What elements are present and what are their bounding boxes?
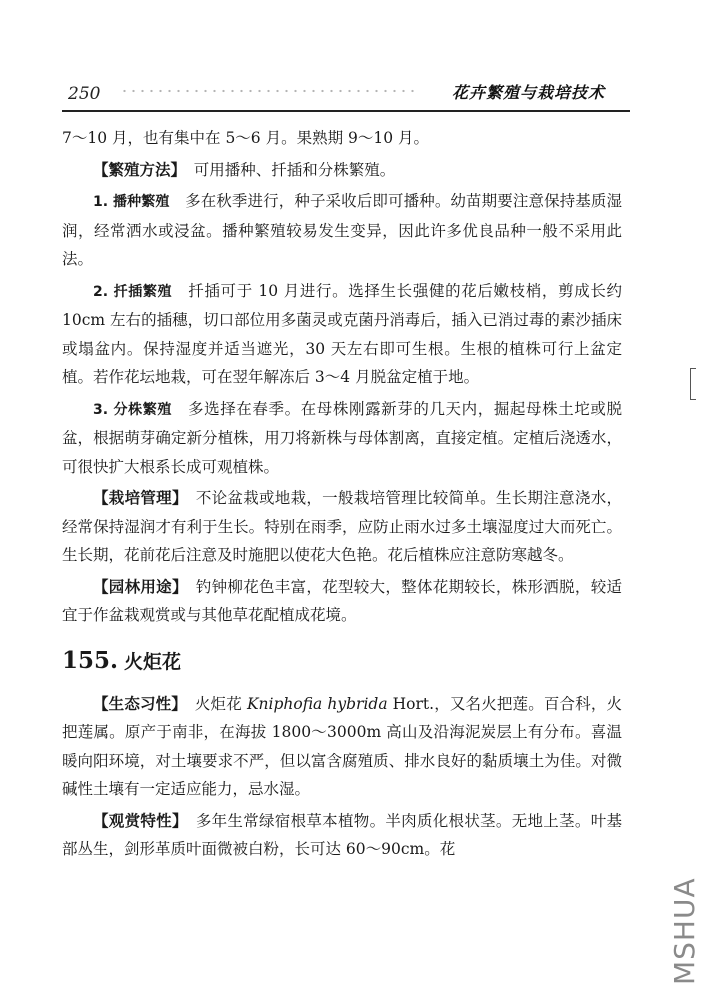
- seed-propagation-label: 1. 播种繁殖: [93, 194, 170, 210]
- propagation-text: 可用播种、扦插和分株繁殖。: [178, 160, 396, 179]
- paragraph-ornamental: [62, 807, 622, 864]
- page-number: 250: [68, 84, 101, 104]
- cutting-propagation-text: 扦插可于 10 月进行。选择生长强健的花后嫩枝梢，剪成长约 10cm 左右的插穗，切口部位用多菌灵或克菌丹消毒后，插入已消过毒的素沙插床或塌盆内。保持湿度并适当遮光，30 天左右即可生根。生根的植株可行上盆定植。若作花坛地栽，可在翌年解冻后 3～4 月脱盆定植于地。: [62, 281, 622, 386]
- ecology-text-post: Hort.，又名火把莲。百合科，火把莲属。原产于南非，在海拔 1800～3000m 高山及沿海泥炭层上有分布。喜温暖向阳环境，对土壤要求不严，但以富含腐殖质、排水良好的黏质壤土为佳。对微碱性土壤有一定适应能力，忌水湿。: [62, 694, 622, 798]
- header-rule: [62, 110, 630, 112]
- section-title: [62, 646, 622, 678]
- ecology-heading: 【生态习性】: [93, 694, 180, 713]
- paragraph-division-propagation: [62, 395, 622, 482]
- ecology-text-pre: 火炬花: [179, 694, 247, 713]
- paragraph-continuation: 7～10 月，也有集中在 5～6 月。果熟期 9～10 月。: [62, 129, 430, 147]
- paragraph-ecology: [62, 690, 622, 804]
- division-propagation-label: 3. 分株繁殖: [93, 401, 172, 418]
- section-number: 155.: [62, 646, 119, 674]
- landscape-use-heading: 【园林用途】: [93, 577, 181, 596]
- page-content: [62, 124, 622, 867]
- ornamental-heading: 【观赏特性】: [93, 811, 181, 830]
- watermark: MSHUA: [668, 877, 701, 985]
- header-dot-leader: [120, 88, 420, 94]
- landscape-use-text: 钓钟柳花色丰富，花型较大，整体花期较长，株形洒脱，较适宜于作盆栽观赏或与其他草花配植成花境。: [62, 577, 622, 624]
- scientific-name: Kniphofia hybrida: [246, 694, 388, 713]
- paragraph-propagation: [62, 156, 622, 185]
- paragraph-cultivation: [62, 484, 622, 570]
- seed-propagation-text: 多在秋季进行，种子采收后即可播种。幼苗期要注意保持基质湿润，经常洒水或浸盆。播种繁殖较易发生变异，因此许多优良品种一般不采用此法。: [62, 192, 622, 268]
- running-title: 花卉繁殖与栽培技术: [452, 83, 606, 102]
- section-name: 火炬花: [124, 650, 182, 673]
- margin-bracket-mark: [690, 368, 696, 400]
- cultivation-text: 不论盆栽或地栽，一般栽培管理比较简单。生长期注意浇水，经常保持湿润才有利于生长。特别在雨季，应防止雨水过多土壤湿度过大而死亡。生长期，花前花后注意及时施肥以使花大色艳。花后植株应注意防寒越冬。: [62, 489, 622, 564]
- propagation-heading: 【繁殖方法】: [93, 160, 179, 179]
- ornamental-text: 多年生常绿宿根草本植物。半肉质化根状茎。无地上茎。叶基部丛生，剑形革质叶面微被白粉，长可达 60～90cm。花: [62, 811, 622, 858]
- cultivation-heading: 【栽培管理】: [93, 489, 181, 507]
- cutting-propagation-label: 2. 扦插繁殖: [93, 283, 173, 300]
- paragraph-cutting-propagation: [62, 277, 622, 392]
- paragraph-landscape-use: [62, 573, 622, 630]
- paragraph-seed-propagation: [62, 187, 622, 274]
- division-propagation-text: 多选择在春季。在母株刚露新芽的几天内，掘起母株土坨或脱盆，根据萌芽确定新分植株，用刀将新株与母体割离，直接定植。定植后浇透水，可很快扩大根系长成可观植株。: [62, 399, 622, 476]
